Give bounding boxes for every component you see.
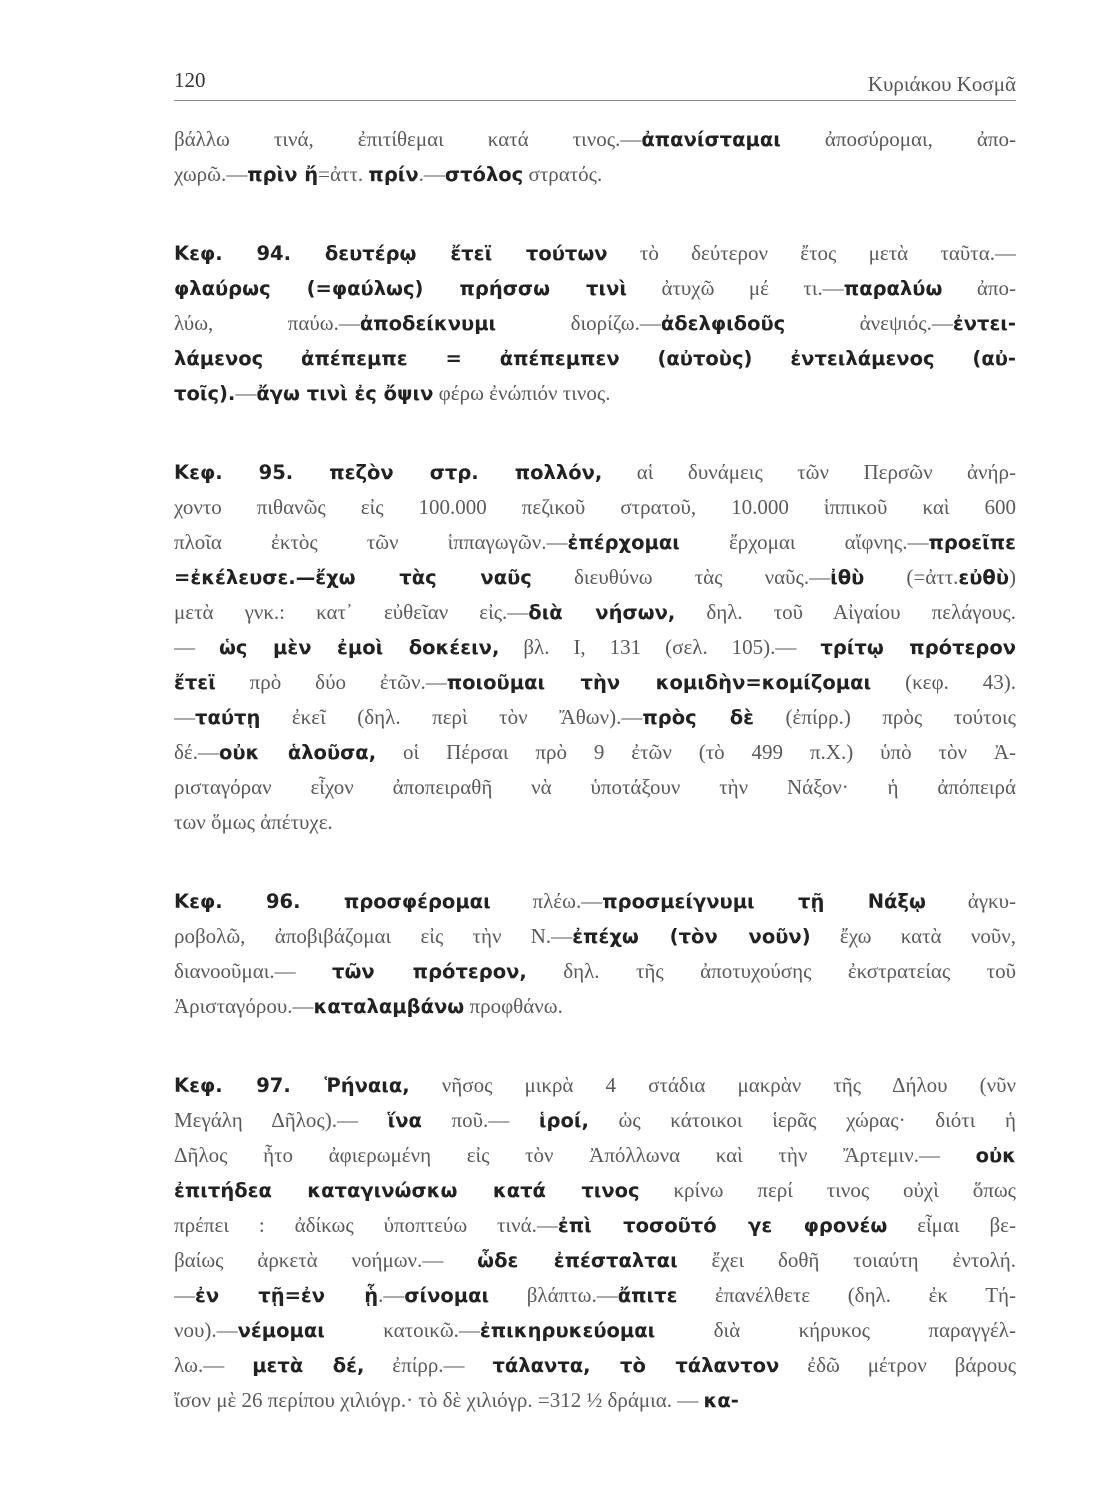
gloss-text: βάλλω τινά, ἐπιτίθεμαι κατά τινος.— (174, 127, 642, 151)
lemma-text: πρίν (368, 163, 419, 186)
lemma-text: κα- (703, 1389, 739, 1412)
text-line (174, 1208, 1016, 1243)
lemma-text: ἀδελφιδοῦς (660, 312, 786, 335)
paragraph (174, 236, 1016, 411)
lemma-text: ἄπιτε (617, 1284, 678, 1307)
lemma-text: ἀπανίσταμαι (641, 128, 781, 151)
paragraph (174, 455, 1016, 840)
text-line (174, 376, 1016, 411)
lemma-text: διὰ νήσων, (528, 601, 676, 624)
gloss-text: διορίζω.— (496, 311, 661, 335)
gloss-text: ἀγκυ- (925, 889, 1016, 913)
text-line (174, 630, 1016, 665)
text-line (174, 455, 1016, 490)
gloss-text: ἐπανέλθετε (δηλ. ἐκ Τή- (677, 1283, 1016, 1307)
lemma-text: τάλαντα, τὸ τάλαντον (492, 1354, 780, 1377)
lemma-text: =ἐκέλευσε.—ἔχω τὰς ναῦς (174, 566, 532, 589)
gloss-text: ποῦ.— (421, 1108, 539, 1132)
gloss-text: των ὅμως ἀπέτυχε. (174, 810, 333, 834)
gloss-text: ἔχω κατὰ νοῦν, (810, 924, 1016, 948)
gloss-text: προφθάνω. (464, 994, 563, 1018)
lemma-text: πρὸς δὲ (642, 706, 755, 729)
gloss-text: λω.— (174, 1353, 253, 1377)
lemma-text: ἐντει- (952, 312, 1016, 335)
gloss-text: =ἀττ. (318, 162, 369, 186)
lemma-text: ἱροί, (538, 1109, 589, 1132)
lemma-text: Κεφ. 95. πεζὸν στρ. πολλόν, (174, 461, 603, 484)
lemma-text: Κεφ. 96. προσφέρομαι (174, 890, 491, 913)
lemma-text: ὡς μὲν ἐμοὶ δοκέειν, (218, 636, 500, 659)
lemma-text: νέμομαι (237, 1319, 325, 1342)
text-line (174, 1348, 1016, 1383)
text-line (174, 271, 1016, 306)
gloss-text: στρατός. (523, 162, 603, 186)
gloss-text: κρίνω περί τινος οὐχὶ ὅπως (639, 1178, 1016, 1202)
text-line (174, 525, 1016, 560)
gloss-text: ἐπίρρ.— (364, 1353, 493, 1377)
lemma-text: οὐκ ἁλοῦσα, (218, 741, 377, 764)
lemma-text: τρίτῳ πρότερον (820, 636, 1016, 659)
gloss-text: πλέω.— (490, 889, 603, 913)
lemma-text: ἵνα (387, 1109, 422, 1132)
lemma-text: εὐθὺ (958, 566, 1009, 589)
gloss-text: .— (378, 1283, 405, 1307)
gloss-text: κατοικῶ.— (324, 1318, 480, 1342)
lemma-text: ἀποδείκνυμι (359, 312, 497, 335)
text-line (174, 236, 1016, 271)
gloss-text: Δῆλος ἦτο ἀφιερωμένη εἰς τὸν Ἀπόλλωνα καὶ τὴν Ἄρτεμιν.— (174, 1143, 976, 1167)
text-line (174, 805, 1016, 840)
gloss-text: ἀτυχῶ μέ τι.— (626, 276, 844, 300)
text-line (174, 595, 1016, 630)
gloss-text: ἐκεῖ (δηλ. περὶ τὸν Ἄθων).— (260, 705, 643, 729)
text-line (174, 884, 1016, 919)
gloss-text: (=ἀττ. (864, 565, 959, 589)
lemma-text: ὧδε ἐπέσταλται (477, 1249, 678, 1272)
gloss-text: ) (1009, 565, 1016, 589)
gloss-text: ἀνεψιός.— (785, 311, 953, 335)
lemma-text: ἰθὺ (830, 566, 865, 589)
gloss-text: διευθύνω τὰς ναῦς.— (531, 565, 831, 589)
text-line (174, 341, 1016, 376)
lemma-text: παραλύω (843, 277, 943, 300)
gloss-text: .— (418, 162, 445, 186)
gloss-text: αἱ δυνάμεις τῶν Περσῶν ἀνήρ- (602, 460, 1016, 484)
gloss-text: ρισταγόραν εἶχον ἀποπειραθῆ νὰ ὑποτάξουν τὴν Νάξον· ἡ ἀπόπειρά (174, 775, 1016, 799)
gloss-text: ἀποσύρομαι, ἀπο- (780, 127, 1016, 151)
text-line (174, 700, 1016, 735)
lemma-text: ταύτῃ (195, 706, 261, 729)
gloss-text: πλοῖα ἐκτὸς τῶν ἱππαγωγῶν.— (174, 530, 568, 554)
gloss-text: διὰ κήρυκος παραγγέλ- (655, 1318, 1016, 1342)
gloss-text: Μεγάλη Δῆλος).— (174, 1108, 388, 1132)
lemma-text: ἄγω τινὶ ἐς ὄψιν (256, 382, 434, 405)
running-head: Κυριάκου Κοσμᾶ (867, 72, 1016, 96)
text-line (174, 560, 1016, 595)
gloss-text: πρὸ δύο ἐτῶν.— (215, 670, 447, 694)
gloss-text: χωρῶ.— (174, 162, 248, 186)
lemma-text: ἐπέρχομαι (567, 531, 680, 554)
gloss-text: δηλ. τῆς ἀποτυχούσης ἐκστρατείας τοῦ (526, 959, 1016, 983)
gloss-text: ἴσον μὲ 26 περίπου χιλιόγρ.· τὸ δὲ χιλιόγρ. =312 ½ δράμια. — (174, 1388, 704, 1412)
text-line (174, 1313, 1016, 1348)
gloss-text: ροβολῶ, ἀποβιβάζομαι εἰς τὴν Ν.— (174, 924, 573, 948)
gloss-text: δηλ. τοῦ Αἰγαίου πελάγους. (675, 600, 1016, 624)
paragraph (174, 884, 1016, 1024)
lemma-text: ποιοῦμαι τὴν κομιδὴν=κομίζομαι (446, 671, 872, 694)
lemma-text: ἐπὶ τοσοῦτό γε φρονέω (557, 1214, 888, 1237)
gloss-text: — (235, 381, 257, 405)
gloss-text: — (174, 635, 219, 659)
gloss-text: Ἀρισταγόρου.— (174, 994, 314, 1018)
text-line (174, 122, 1016, 157)
text-line (174, 1383, 1016, 1418)
gloss-text: εἶμαι βε- (887, 1213, 1016, 1237)
lemma-text: ἔτεϊ (174, 671, 216, 694)
text-line (174, 954, 1016, 989)
paragraph (174, 122, 1016, 192)
gloss-text: ὡς κάτοικοι ἱερᾶς χώρας· διότι ἡ (588, 1108, 1016, 1132)
lemma-text: καταλαμβάνω (313, 995, 465, 1018)
lemma-text: ἐπιτήδεα καταγινώσκω κατά τινος (174, 1179, 640, 1202)
gloss-text: τὸ δεύτερον ἔτος μετὰ ταῦτα.— (607, 241, 1016, 265)
lemma-text: οὐκ (975, 1144, 1016, 1167)
lemma-text: τῶν πρότερον, (332, 960, 527, 983)
gloss-text: ἀπο- (942, 276, 1016, 300)
text-line (174, 1278, 1016, 1313)
text-line (174, 306, 1016, 341)
gloss-text: ἔχει δοθῆ τοιαύτη ἐντολή. (677, 1248, 1016, 1272)
gloss-text: (ἐπίρρ.) πρὸς τούτοις (754, 705, 1016, 729)
gloss-text: βαίως ἀρκετὰ νοήμων.— (174, 1248, 478, 1272)
text-line (174, 770, 1016, 805)
lemma-text: προσμείγνυμι τῇ Νάξῳ (602, 890, 926, 913)
gloss-text: νου).— (174, 1318, 238, 1342)
gloss-text: λύω, παύω.— (174, 311, 360, 335)
gloss-text: οἱ Πέρσαι πρὸ 9 ἐτῶν (τὸ 499 π.Χ.) ὑπὸ τὸν Ἀ- (376, 740, 1016, 764)
text-line (174, 1243, 1016, 1278)
text-line (174, 1103, 1016, 1138)
text-line (174, 157, 1016, 192)
gloss-text: βλ. Ι, 131 (σελ. 105).— (499, 635, 821, 659)
gloss-text: μετὰ γνκ.: κατ᾽ εὐθεῖαν εἰς.— (174, 600, 529, 624)
text-line (174, 490, 1016, 525)
text-line (174, 1173, 1016, 1208)
gloss-text: βλάπτω.— (489, 1283, 618, 1307)
gloss-text: χοντο πιθανῶς εἰς 100.000 πεζικοῦ στρατοῦ, 10.000 ἱππικοῦ καὶ 600 (174, 495, 1016, 519)
text-line (174, 919, 1016, 954)
text-line (174, 989, 1016, 1024)
lemma-text: ἐπέχω (τὸν νοῦν) (572, 925, 811, 948)
lemma-text: λάμενος ἀπέπεμπε = ἀπέπεμπεν (αὐτοὺς) ἐντειλάμενος (αὐ- (174, 347, 1016, 370)
lemma-text: προεῖπε (928, 531, 1016, 554)
text-line (174, 1138, 1016, 1173)
lemma-text: Κεφ. 97. Ῥήναια, (174, 1074, 410, 1097)
lemma-text: τοῖς). (174, 382, 236, 405)
text-line (174, 665, 1016, 700)
gloss-text: ἔρχομαι αἴφνης.— (679, 530, 929, 554)
lemma-text: στόλος (444, 163, 524, 186)
gloss-text: — (174, 1283, 195, 1307)
lemma-text: ἐν τῇ=ἐν ᾗ (195, 1284, 379, 1307)
gloss-text: διανοοῦμαι.— (174, 959, 333, 983)
text-line (174, 735, 1016, 770)
gloss-text: — (174, 705, 195, 729)
lemma-text: φλαύρως (=φαύλως) πρήσσω τινὶ (174, 277, 627, 300)
lemma-text: μετὰ δέ, (252, 1354, 365, 1377)
page-number: 120 (174, 68, 206, 92)
gloss-text: ἐδῶ μέτρον βάρους (779, 1353, 1016, 1377)
lemma-text: Κεφ. 94. δευτέρῳ ἔτεϊ τούτων (174, 242, 608, 265)
paragraph (174, 1068, 1016, 1418)
text-line (174, 1068, 1016, 1103)
lemma-text: πρὶν ἤ (247, 163, 319, 186)
gloss-text: πρέπει : ἀδίκως ὑποπτεύω τινά.— (174, 1213, 558, 1237)
gloss-text: φέρω ἐνώπιόν τινος. (433, 381, 611, 405)
gloss-text: (κεφ. 43). (871, 670, 1016, 694)
lemma-text: σίνομαι (404, 1284, 490, 1307)
gloss-text: δέ.— (174, 740, 219, 764)
gloss-text: νῆσος μικρὰ 4 στάδια μακρὰν τῆς Δήλου (νῦν (409, 1073, 1016, 1097)
commentary-body (174, 122, 1016, 1418)
page-header (174, 64, 1016, 101)
lemma-text: ἐπικηρυκεύομαι (479, 1319, 656, 1342)
